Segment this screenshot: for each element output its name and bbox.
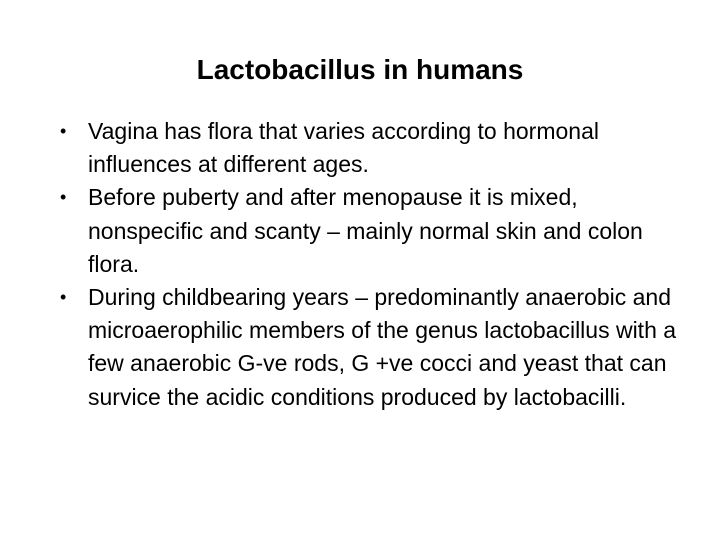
bullet-text: During childbearing years – predominantly anaerobic and microaerophilic members of the genus lactobacillus with a few anaerobic G-ve rods, G +ve cocci and yeast that can survice the acidic conditions produced by lactobacilli. bbox=[88, 284, 677, 410]
bullet-text: Vagina has flora that varies according to hormonal influences at different ages. bbox=[88, 118, 599, 178]
bullet-item bbox=[60, 115, 688, 181]
bullet-icon: • bbox=[60, 187, 67, 208]
bullet-text: Before puberty and after menopause it is mixed, nonspecific and scanty – mainly normal skin and colon flora. bbox=[88, 184, 643, 277]
bullet-icon: • bbox=[60, 287, 67, 308]
slide-title: Lactobacillus in humans bbox=[196, 54, 524, 85]
bullet-item bbox=[60, 181, 688, 281]
bullet-item bbox=[60, 281, 688, 414]
bullet-icon: • bbox=[60, 121, 67, 141]
bullet-list bbox=[60, 115, 688, 414]
